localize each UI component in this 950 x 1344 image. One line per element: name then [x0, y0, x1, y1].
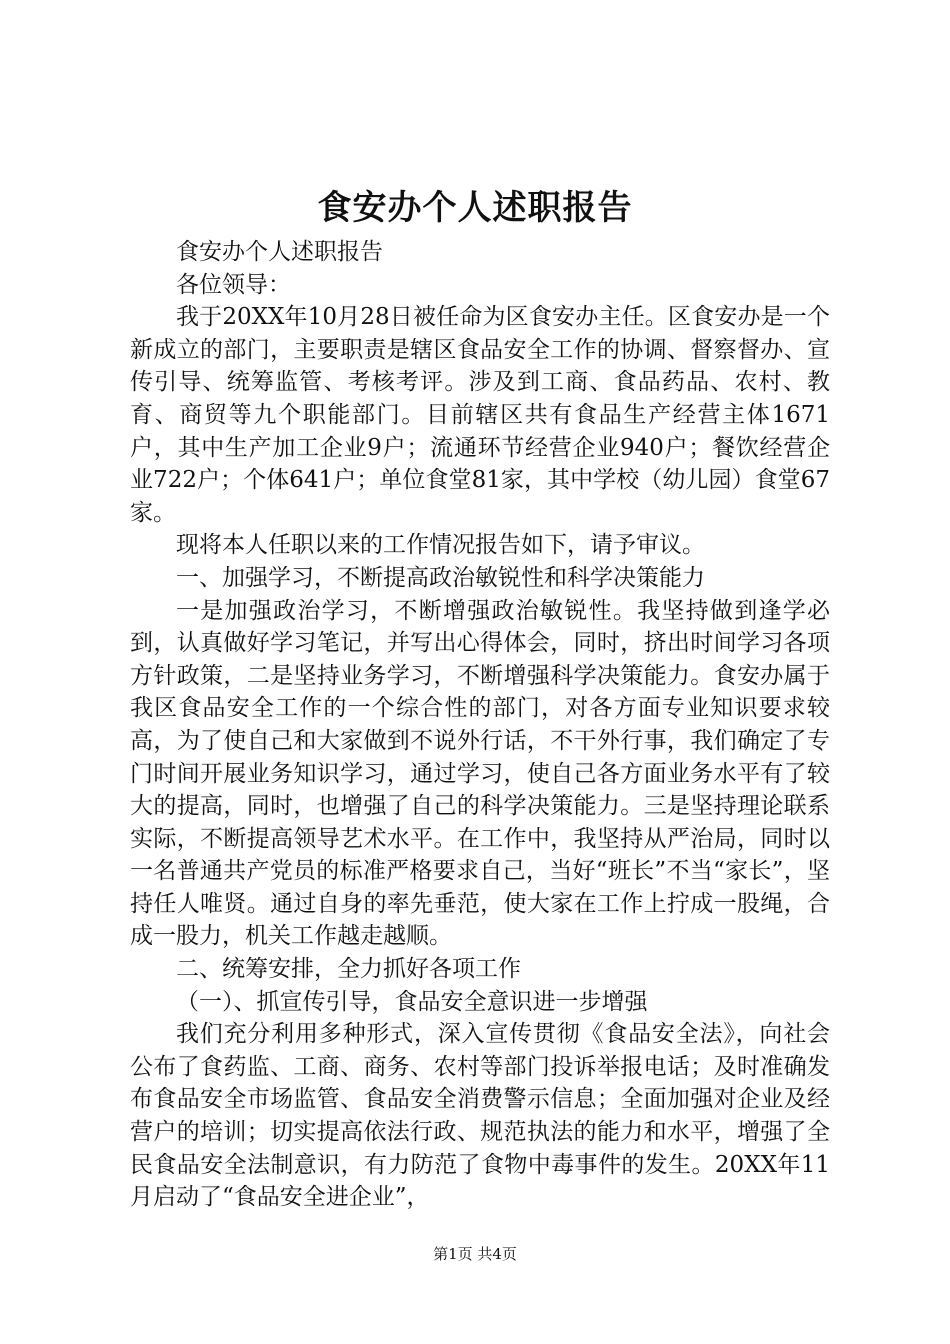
paragraph-introduction: 我于20XX年10月28日被任命为区食安办主任。区食安办是一个新成立的部门，主要职责是辖区食品安全工作的协调、督察督办、宣传引导、统筹监管、考核考评。涉及到工商、食品药品、农村、教育、商贸等九个职能部门。目前辖区共有食品生产经营主体1671户，其中生产加工企业9户；流通环节经营企业940户；餐饮经营企业722户；个体641户；单位食堂81家，其中学校（幼儿园）食堂67家。 [130, 304, 830, 526]
paragraph-salutation: 各位领导： [176, 271, 291, 298]
section-heading-2: 二、统筹安排，全力抓好各项工作 [176, 956, 521, 983]
page-indicator: 第1页 共4页 [433, 1245, 517, 1263]
document-title: 食安办个人述职报告 [317, 188, 633, 228]
paragraph-subsection-1: 我们充分利用多种形式，深入宣传贯彻《食品安全法》，向社会公布了食药监、工商、商务、农村等部门投诉举报电话；及时准确发布食品安全市场监管、食品安全消费警示信息；全面加强对企业及经营户的培训；切实提高依法行政、规范执法的能力和水平，增强了全民食品安全法制意识，有力防范了食物中毒事件的发生。20XX年11月启动了“食品安全进企业”， [130, 1021, 830, 1211]
document-body [130, 236, 830, 1214]
section-heading-1: 一、加强学习，不断提高政治敏锐性和科学决策能力 [176, 564, 705, 591]
subsection-heading-1: （一）、抓宣传引导，食品安全意识进一步增强 [176, 988, 648, 1015]
paragraph-section-1: 一是加强政治学习，不断增强政治敏锐性。我坚持做到逢学必到，认真做好学习笔记，并写出心得体会，同时，挤出时间学习各项方针政策，二是坚持业务学习，不断增强科学决策能力。食安办属于我区食品安全工作的一个综合性的部门，对各方面专业知识要求较高，为了使自己和大家做到不说外行话，不干外行事，我们确定了专门时间开展业务知识学习，通过学习，使自己各方面业务水平有了较大的提高，同时，也增强了自己的科学决策能力。三是坚持理论联系实际，不断提高领导艺术水平。在工作中，我坚持从严治局，同时以一名普通共产党员的标准严格要求自己，当好“班长”不当“家长”，坚持任人唯贤。通过自身的率先垂范，使大家在工作上拧成一股绳，合成一股力，机关工作越走越顺。 [130, 597, 830, 950]
paragraph-subtitle: 食安办个人述职报告 [176, 239, 383, 265]
paragraph-report-lead: 现将本人任职以来的工作情况报告如下，请予审议。 [176, 532, 705, 559]
page-footer [0, 1244, 950, 1264]
